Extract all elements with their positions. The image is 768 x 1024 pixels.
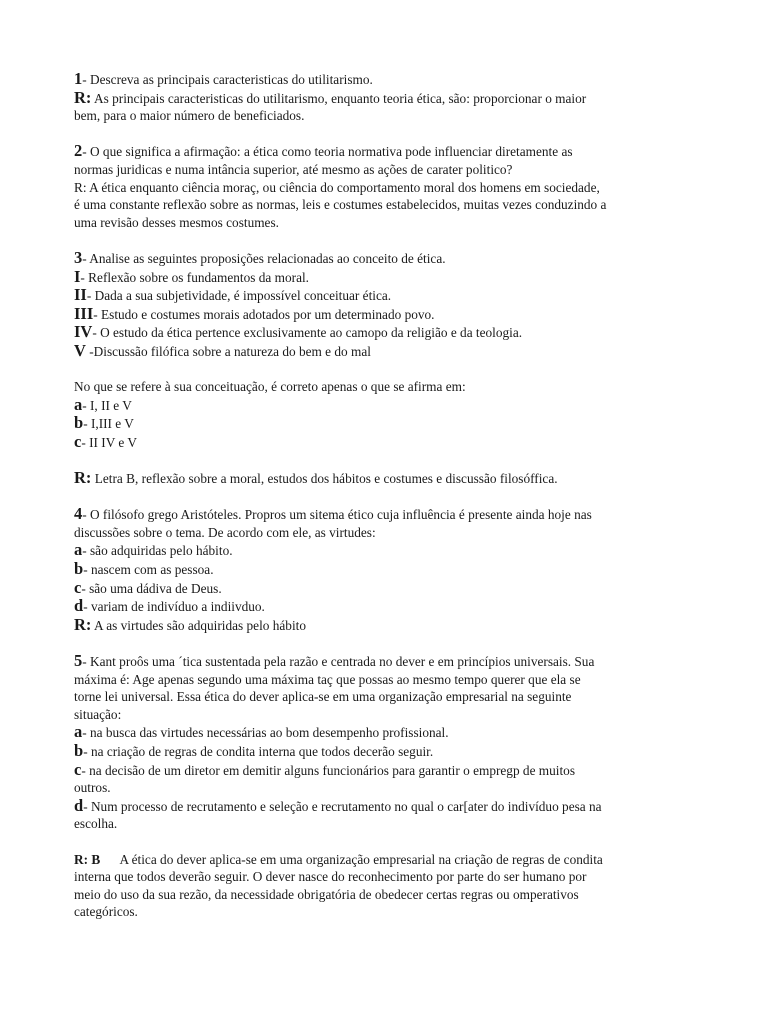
option-text: - Num processo de recrutamento e seleção e recrutamento no qual o car[ater do indivíduo pesa na [83,798,602,814]
question-5-line-2: máxima é: Age apenas segundo uma máxima taç que possas ao mesmo tempo querer que ela se [74,671,581,687]
option-label: a [74,540,83,560]
option [74,597,704,616]
answer-5-line-3: meio do uso da sua rezão, da necessidade obrigatória de obedecer certas regras ou omperativos [74,886,579,902]
option-text: - nascem com as pessoa. [83,562,214,578]
answer-3-line [74,469,704,488]
question-3 [74,249,704,488]
question-2 [74,142,704,231]
option-label: a [74,394,83,414]
question-4-line [74,505,704,524]
option [74,742,704,761]
document-content [74,70,704,921]
option-text: - I, II e V [82,397,132,413]
option [74,414,704,433]
answer-2-line-1: R: A ética enquanto ciência moraç, ou ciência do comportamento moral dos homens em sociedade, [74,179,600,195]
answer-4-line [74,616,704,635]
question-3-prompt: No que se refere à sua conceituação, é correto apenas o que se afirma em: [74,379,466,395]
option-text: - na decisão de um diretor em demitir alguns funcionários para garantir o empregp de muitos [81,762,576,778]
question-3-line [74,249,704,268]
proposition-text: - Dada a sua subjetividade, é impossível conceituar ética. [86,288,392,304]
proposition [74,323,704,342]
option [74,541,704,560]
question-text: - Descreva as principais caracteristicas do utilitarismo. [82,72,373,87]
question-text: - Kant proôs uma ´tica sustentada pela razão e centrada no dever e em princípios universais. Sua [82,654,595,669]
option-text: - são adquiridas pelo hábito. [82,543,233,559]
question-text: - O que significa a afirmação: a ética como teoria normativa pode influenciar diretamente as [82,144,573,160]
question-4 [74,505,704,634]
question-4-line-2: discussões sobre o tema. De acordo com ele, as virtudes: [74,524,376,540]
answer-2-line-2: é uma constante reflexão sobre as normas, leis e costumes estabelecidos, muitas vezes conduzindo a [74,197,607,213]
answer-text: A as virtudes são adquiridas pelo hábito [91,617,306,633]
proposition [74,268,704,287]
option [74,761,704,780]
proposition-text: - Reflexão sobre os fundamentos da moral. [80,269,309,285]
option-text: - na busca das virtudes necessárias ao bom desempenho profissional. [82,725,449,741]
option [74,579,704,598]
answer-label: R: B [74,851,101,867]
option-label: b [74,559,84,579]
answer-label: R: [74,87,92,107]
option-label: d [74,795,84,815]
question-number: 1 [74,69,83,88]
option-label: c [74,577,82,597]
proposition-text: -Discussão filófica sobre a natureza do bem e do mal [85,343,371,359]
answer-label: R: [74,468,92,488]
question-5-line [74,652,704,671]
proposition [74,305,704,324]
question-number: 5 [74,651,83,670]
option [74,560,704,579]
option-label: d [74,596,84,616]
proposition-label: II [74,285,87,305]
option [74,723,704,742]
spacer [74,451,704,469]
question-text: - Analise as seguintes proposições relacionadas ao conceito de ética. [82,250,446,266]
proposition-label: I [74,266,81,286]
option-label: b [74,413,84,433]
question-2-line-2: normas juridicas e numa intância superior, até mesmo as ações de carater politico? [74,161,513,177]
proposition-label: IV [74,322,93,342]
question-1-line [74,70,704,89]
option-label: b [74,740,84,760]
answer-5-line-2: interna que todos deverão seguir. O dever nasce do reconhecimento por parte do ser humano por [74,869,587,885]
spacer [74,231,704,249]
question-5 [74,652,704,921]
question-5-line-4: situação: [74,706,122,722]
spacer [74,833,704,851]
answer-2-line-3: uma revisão desses mesmos costumes. [74,214,279,230]
option [74,797,704,816]
proposition-label: III [74,303,94,323]
question-number: 4 [74,504,83,524]
proposition [74,286,704,305]
question-2-line [74,142,704,161]
spacer [74,361,704,379]
proposition-text: - Estudo e costumes morais adotados por um determinado povo. [93,306,435,322]
option-text: - variam de indivíduo a indiivduo. [83,599,265,615]
question-text: - O filósofo grego Aristóteles. Propros um sitema ético cuja influência é presente ainda hoje nas [82,507,592,523]
option-label: c [74,759,82,779]
proposition [74,342,704,361]
option-text: - II IV e V [81,434,137,450]
proposition-label: V [74,340,86,360]
spacer [74,125,704,143]
option [74,433,704,452]
option-label: c [74,431,82,451]
answer-text: As principais caracteristicas do utilitarismo, enquanto teoria ética, são: proporcionar o maior [91,90,587,106]
option-label: a [74,722,83,742]
answer-label: R: [74,614,92,634]
answer-5-line [74,851,704,869]
answer-text: Letra B, reflexão sobre a moral, estudos dos hábitos e costumes e discussão filosóffica. [91,471,558,487]
option-continuation: outros. [74,780,111,796]
option [74,396,704,415]
question-5-line-3: torne lei universal. Essa ética do dever aplica-se em uma organização empresarial na seguinte [74,689,572,705]
question-number: 3 [74,247,83,267]
question-number: 2 [74,141,83,161]
spacer [74,488,704,506]
option-text: - I,III e V [83,416,134,432]
answer-1-line [74,89,704,108]
option-text: - são uma dádiva de Deus. [81,580,222,596]
proposition-text: - O estudo da ética pertence exclusivamente ao camopo da religião e da teologia. [92,325,523,341]
spacer [74,634,704,652]
option-continuation: escolha. [74,816,118,832]
question-1 [74,70,704,125]
option-text: - na criação de regras de condita interna que todos decerão seguir. [83,743,434,759]
answer-5-line-4: categóricos. [74,904,138,920]
answer-1-line-2: bem, para o maior número de beneficiados. [74,108,305,124]
answer-text: A ética do dever aplica-se em uma organização empresarial na criação de regras de condita [100,851,603,867]
